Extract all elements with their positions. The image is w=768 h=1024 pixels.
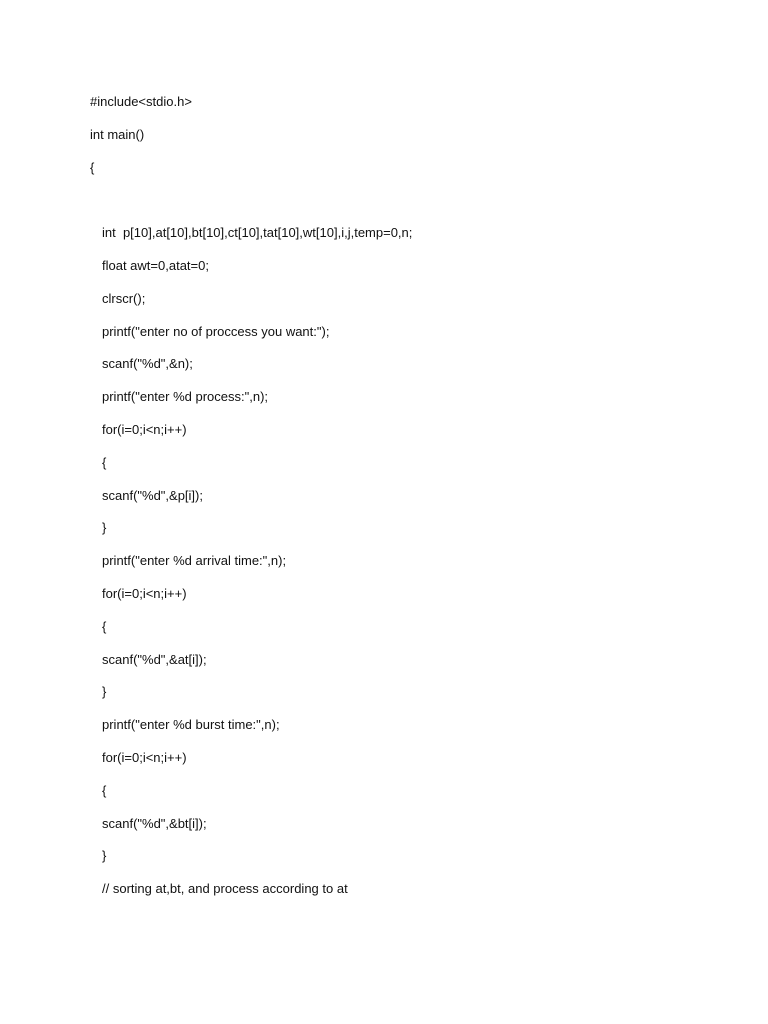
code-line: { xyxy=(90,159,95,175)
code-line: int main() xyxy=(90,126,145,142)
code-line: for(i=0;i<n;i++) xyxy=(102,749,187,765)
code-line: // sorting at,bt, and process according to at xyxy=(102,881,348,897)
code-line: scanf("%d",&n); xyxy=(102,356,193,372)
code-line: for(i=0;i<n;i++) xyxy=(102,421,187,437)
code-line: scanf("%d",&p[i]); xyxy=(102,487,203,503)
code-line: } xyxy=(102,848,107,864)
code-line: scanf("%d",&at[i]); xyxy=(102,651,207,667)
code-listing xyxy=(90,92,730,912)
code-line: printf("enter %d process:",n); xyxy=(102,389,269,405)
code-line: printf("enter no of proccess you want:"); xyxy=(102,323,330,339)
blank-line xyxy=(90,190,730,223)
code-line: scanf("%d",&bt[i]); xyxy=(102,815,207,831)
code-line: int p[10],at[10],bt[10],ct[10],tat[10],wt[10],i,j,temp=0,n; xyxy=(102,225,413,241)
code-line: #include<stdio.h> xyxy=(90,94,192,109)
code-line: } xyxy=(102,520,107,536)
code-line: for(i=0;i<n;i++) xyxy=(102,585,187,601)
code-line: printf("enter %d arrival time:",n); xyxy=(102,553,287,569)
code-line: clrscr(); xyxy=(102,290,146,306)
code-line: float awt=0,atat=0; xyxy=(102,257,209,273)
code-line: } xyxy=(102,684,107,700)
code-line: printf("enter %d burst time:",n); xyxy=(102,717,280,733)
code-line: { xyxy=(102,618,107,634)
code-line: { xyxy=(102,782,107,798)
code-line: { xyxy=(102,454,107,470)
